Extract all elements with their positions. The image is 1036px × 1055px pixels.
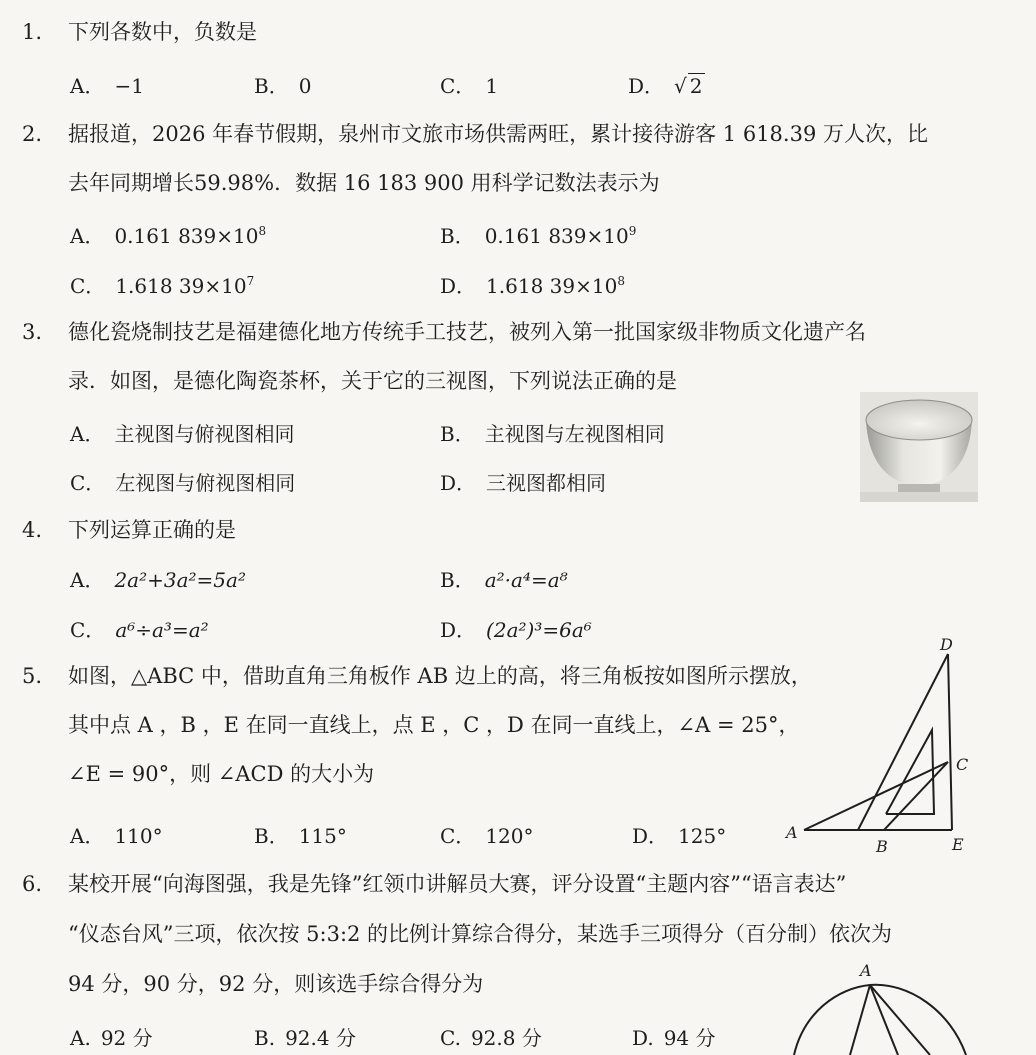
line-ed	[948, 654, 952, 830]
chord-2	[870, 985, 898, 1055]
option-b: B． 0.161 $839\times 10^9$	[440, 224, 637, 248]
label-a: A	[860, 961, 872, 980]
option-a: A． 110°	[70, 824, 163, 848]
question-stem-line-2: 录．如图，是德化陶瓷茶杯，关于它的三视图，下列说法正确的是	[68, 369, 677, 393]
option-a: A. 92 分	[70, 1026, 153, 1050]
question-number: 6.	[22, 872, 43, 896]
option-c: C． 1	[440, 74, 499, 98]
option-c: C. 92.8 分	[440, 1026, 542, 1050]
line-bc	[884, 762, 948, 830]
label-a: A	[786, 823, 798, 842]
question-stem-line-2: “仪态台风”三项，依次按 5:3:2 的比例计算综合得分，某选手三项得分（百分制）依次为	[68, 922, 893, 946]
question-number: 5.	[22, 664, 43, 688]
question-number: 3.	[22, 320, 43, 344]
question-stem-line-3: ∠E = 90°，则 ∠ACD 的大小为	[68, 762, 375, 786]
option-c: C． 左视图与俯视图相同	[70, 471, 296, 495]
sqrt-symbol: √ 2	[674, 74, 703, 98]
option-d: D． (2a²)³=6a⁶	[440, 618, 592, 642]
option-d: D． √ 2	[628, 74, 703, 98]
question-number: 4.	[22, 518, 43, 542]
option-c: C． 120°	[440, 824, 534, 848]
circle-figure	[790, 960, 980, 1055]
question-stem: 下列运算正确的是	[68, 518, 236, 542]
option-d: D． 三视图都相同	[440, 471, 607, 495]
question-stem-line-1: 据报道，2026 年春节假期，泉州市文旅市场供需两旺，累计接待游客 1 618.39 万人次，比	[68, 122, 928, 146]
option-a: A． 主视图与俯视图相同	[70, 422, 295, 446]
option-a: A． −1	[70, 74, 144, 98]
question-number: 1.	[22, 20, 43, 44]
label-c: C	[956, 755, 969, 774]
option-c: C． 1.618 $39\times 10^7$	[70, 274, 255, 298]
option-d: D． 125°	[632, 824, 727, 848]
question-stem-line-1: 德化瓷烧制技艺是福建德化地方传统手工技艺，被列入第一批国家级非物质文化遗产名	[68, 320, 866, 344]
option-a: A． 0.161 $839\times 10^8$	[70, 224, 267, 248]
question-number: 2.	[22, 122, 43, 146]
question-stem-line-1: 如图，△ABC 中，借助直角三角板作 AB 边上的高，将三角板按如图所示摆放，	[68, 664, 812, 688]
question-stem-line-2: 去年同期增长59.98%．数据 16 183 900 用科学记数法表示为	[68, 171, 660, 195]
option-b: B． a²·a⁴=a⁸	[440, 568, 568, 592]
option-d: D. 94 分	[632, 1026, 716, 1050]
label-e: E	[952, 835, 964, 854]
option-b: B． 主视图与左视图相同	[440, 422, 665, 446]
option-b: B． 115°	[254, 824, 347, 848]
chord-1	[850, 985, 870, 1055]
line-ac	[804, 762, 948, 830]
label-b: B	[876, 837, 888, 856]
option-a: A． 2a²+3a²=5a²	[70, 568, 246, 592]
label-d: D	[940, 635, 953, 654]
chord-3	[870, 985, 930, 1055]
question-stem: 下列各数中，负数是	[68, 20, 257, 44]
question-stem-line-3: 94 分，90 分，92 分，则该选手综合得分为	[68, 972, 484, 996]
triangle-figure	[780, 634, 980, 856]
teacup-image	[860, 392, 978, 502]
question-stem-line-1: 某校开展“向海图强，我是先锋”红领巾讲解员大赛，评分设置“主题内容”“语言表达”	[68, 872, 847, 896]
option-d: D． 1.618 $39\times 10^8$	[440, 274, 625, 298]
question-stem-line-2: 其中点 A ，B ，E 在同一直线上，点 E ，C ，D 在同一直线上，∠A = 25°，	[68, 713, 800, 737]
option-c: C． a⁶÷a³=a²	[70, 618, 209, 642]
option-b: B． 0	[254, 74, 312, 98]
option-b: B. 92.4 分	[254, 1026, 356, 1050]
